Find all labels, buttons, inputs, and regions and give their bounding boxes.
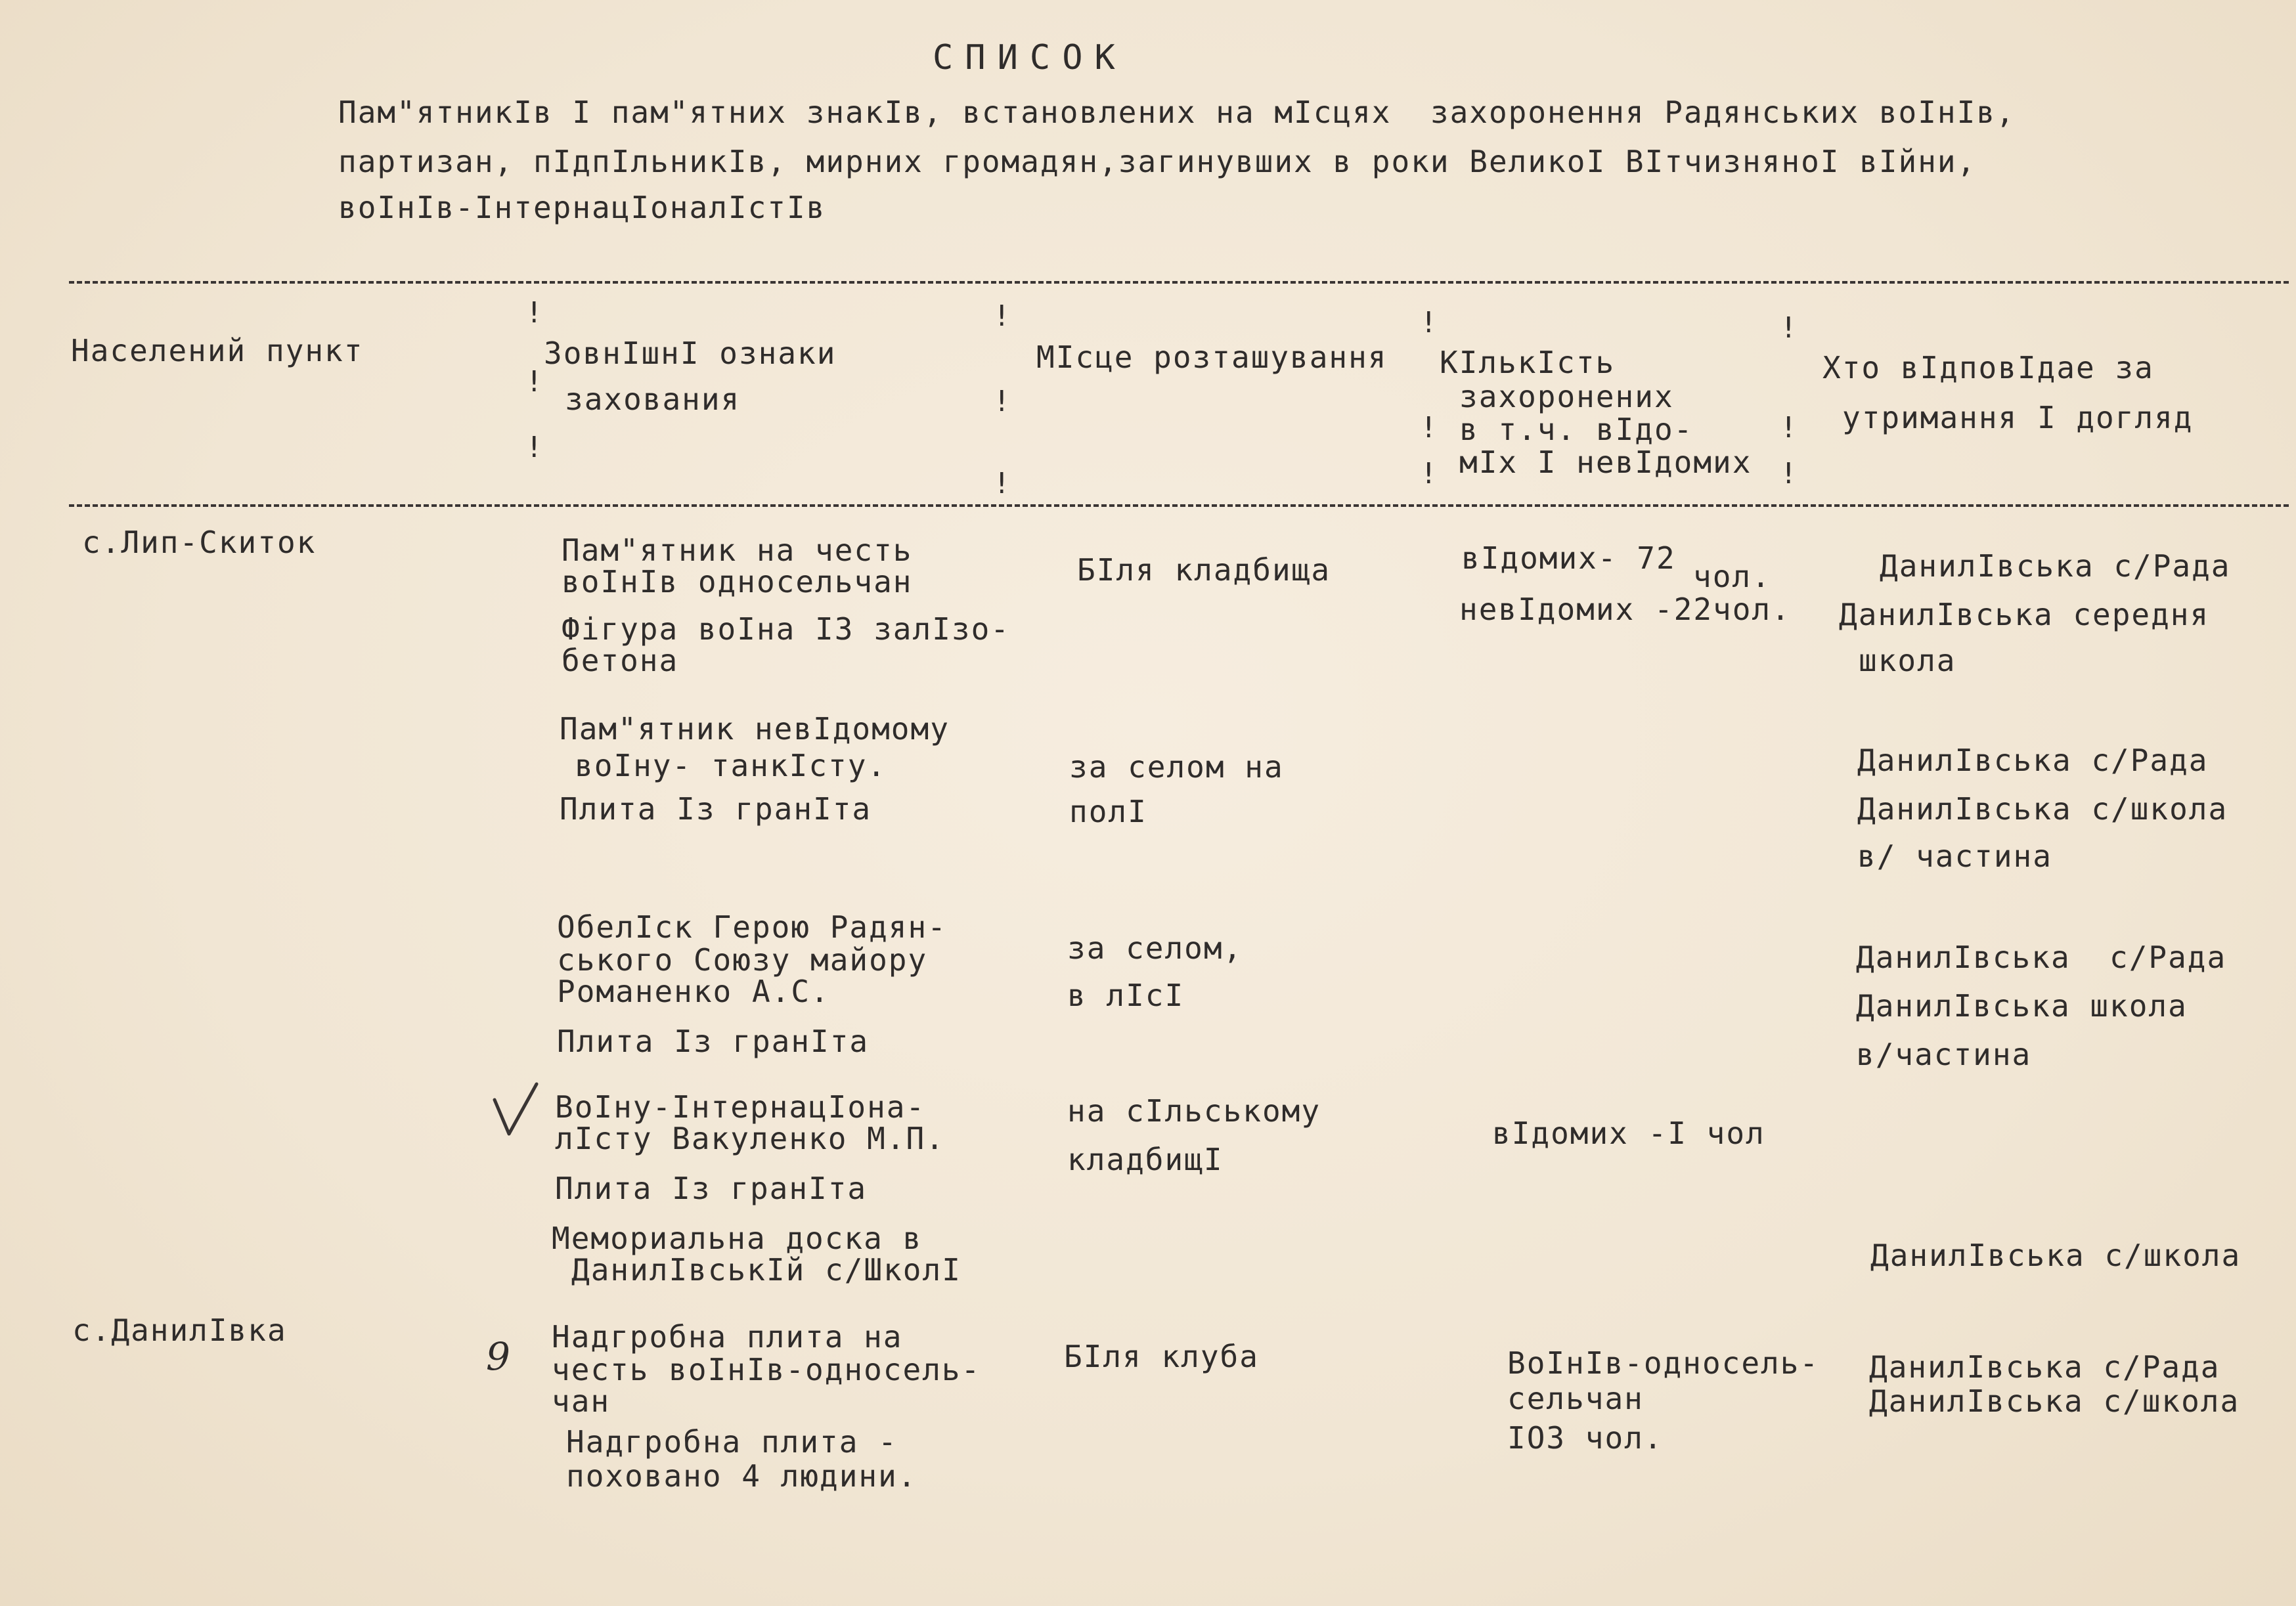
row-1-responsible-line-1: ДанилІвська с/Рада <box>1880 548 2231 584</box>
row-2-responsible-line-2: ДанилІвська с/школа <box>1857 791 2228 827</box>
row-6-count-line-3: ІОЗ чол. <box>1507 1420 1664 1456</box>
row-3-signs-line-1: ОбелІск Герою Радян- <box>557 909 947 945</box>
row-6-responsible-line-1: ДанилІвська с/Рада <box>1869 1349 2220 1385</box>
row-6-signs-line-5: поховано 4 людини. <box>566 1458 917 1494</box>
row-6-signs-line-3: чан <box>552 1383 611 1419</box>
column-separator: ! <box>1420 306 1438 339</box>
row-3-responsible-line-2: ДанилІвська школа <box>1856 988 2188 1024</box>
checkmark-icon <box>489 1080 542 1139</box>
column-separator: ! <box>525 365 543 399</box>
column-separator: ! <box>1780 457 1798 490</box>
row-3-signs-line-4: Плита Із гранІта <box>557 1024 870 1059</box>
row-6-count-line-2: сельчан <box>1507 1381 1644 1416</box>
row-2-location-line-1: за селом на <box>1069 749 1284 785</box>
column-separator: ! <box>1420 411 1438 445</box>
header-count-line-3: в т.ч. вІдо- <box>1459 412 1694 447</box>
row-2-responsible-line-1: ДанилІвська с/Рада <box>1857 743 2209 778</box>
row-6-count-line-1: ВоІнІв-односель- <box>1507 1345 1820 1381</box>
column-separator: ! <box>525 431 543 464</box>
header-responsible-line-1: Хто вІдповІдае за <box>1822 350 2154 385</box>
row-3-location-line-1: за селом, <box>1067 930 1243 966</box>
header-location: МІсце розташування <box>1036 339 1388 375</box>
header-responsible-line-2: утримання І догляд <box>1842 400 2194 435</box>
column-separator: ! <box>1780 411 1798 445</box>
header-count-line-4: мІх І невІдомих <box>1459 445 1752 480</box>
subtitle-line-3: воІнІв-ІнтернацІоналІстІв <box>338 190 826 225</box>
row-1-responsible-line-2: ДанилІвська середня <box>1839 597 2210 632</box>
row-4-signs-line-3: Плита Із гранІта <box>555 1171 868 1206</box>
row-6-location: БІля клуба <box>1064 1339 1259 1374</box>
document-title: СПИСОК <box>933 38 1127 77</box>
row-3-responsible-line-1: ДанилІвська с/Рада <box>1856 940 2227 975</box>
header-count-line-1: КІлькІсть <box>1440 345 1616 380</box>
row-6-signs-line-4: Надгробна плита - <box>566 1424 898 1460</box>
header-signs-line-2: захования <box>565 381 741 417</box>
subtitle-line-1: Пам"ятникІв І пам"ятних знакІв, встановлених на мІсцях захоронення Радянських воІнІв, <box>338 95 2016 130</box>
table-top-rule <box>69 281 2289 284</box>
row-3-responsible-line-3: в/частина <box>1856 1037 2032 1072</box>
row-1-signs-line-1: Пам"ятник на честь <box>562 532 913 568</box>
row-1-signs-line-3: Фігура воІна ІЗ залІзо- <box>562 611 1010 647</box>
row-1-count-unit: чол. <box>1693 559 1771 594</box>
row-4-count: вІдомих -І чол <box>1492 1116 1765 1151</box>
row-4-signs-line-2: лІсту Вакуленко М.П. <box>555 1121 945 1156</box>
row-1-location: БІля кладбища <box>1077 552 1331 588</box>
row-5-signs-line-2: ДанилІвськІй с/ШколІ <box>571 1252 961 1288</box>
header-signs-line-1: ЗовнІшнІ ознаки <box>544 336 837 371</box>
row-5-signs-line-1: Мемориальна доска в <box>552 1221 923 1256</box>
row-6-signs-line-2: честь воІнІв-односель- <box>552 1352 981 1387</box>
subtitle-line-2: партизан, пІдпІльникІв, мирних громадян,загинувших в роки ВеликоІ ВІтчизняноІ вІйни, <box>338 144 1977 179</box>
row-2-signs-line-2: воІну- танкІсту. <box>575 748 887 783</box>
header-count-line-2: захоронених <box>1459 379 1674 414</box>
row-4-signs-line-1: ВоІну-ІнтернацІона- <box>555 1089 926 1125</box>
row-6-signs-line-1: Надгробна плита на <box>552 1319 903 1355</box>
column-separator: ! <box>993 385 1011 418</box>
row-4-location-line-1: на сІльському <box>1067 1093 1321 1129</box>
column-separator: ! <box>525 296 543 330</box>
row-2-responsible-line-3: в/ частина <box>1857 838 2052 874</box>
header-bottom-rule <box>69 504 2289 507</box>
row-3-location-line-2: в лІсІ <box>1067 978 1185 1013</box>
row-1-count-line-1: вІдомих- 72 <box>1461 540 1676 576</box>
column-separator: ! <box>993 467 1011 500</box>
header-settlement: Населений пункт <box>71 333 364 368</box>
column-separator: ! <box>993 299 1011 333</box>
row-5-responsible: ДанилІвська с/школа <box>1870 1238 2241 1273</box>
row-2-location-line-2: полІ <box>1069 794 1147 829</box>
row-1-settlement: с.Лип-Скиток <box>82 525 317 560</box>
row-3-signs-line-2: ського Союзу майору <box>557 942 928 978</box>
row-6-settlement: с.ДанилІвка <box>72 1313 287 1348</box>
row-4-location-line-2: кладбищІ <box>1067 1142 1224 1177</box>
margin-number: 9 <box>486 1334 512 1379</box>
row-1-signs-line-2: воІнІв односельчан <box>562 564 913 599</box>
row-2-signs-line-3: Плита Із гранІта <box>560 791 872 827</box>
row-1-signs-line-4: бетона <box>562 643 679 678</box>
row-3-signs-line-3: Романенко А.С. <box>557 974 830 1009</box>
row-2-signs-line-1: Пам"ятник невІдомому <box>560 711 950 747</box>
row-6-responsible-line-2: ДанилІвська с/школа <box>1869 1383 2240 1419</box>
row-1-count-line-2: невІдомих -22чол. <box>1459 592 1791 627</box>
row-1-responsible-line-3: школа <box>1859 643 1956 678</box>
column-separator: ! <box>1420 457 1438 490</box>
column-separator: ! <box>1780 311 1798 345</box>
